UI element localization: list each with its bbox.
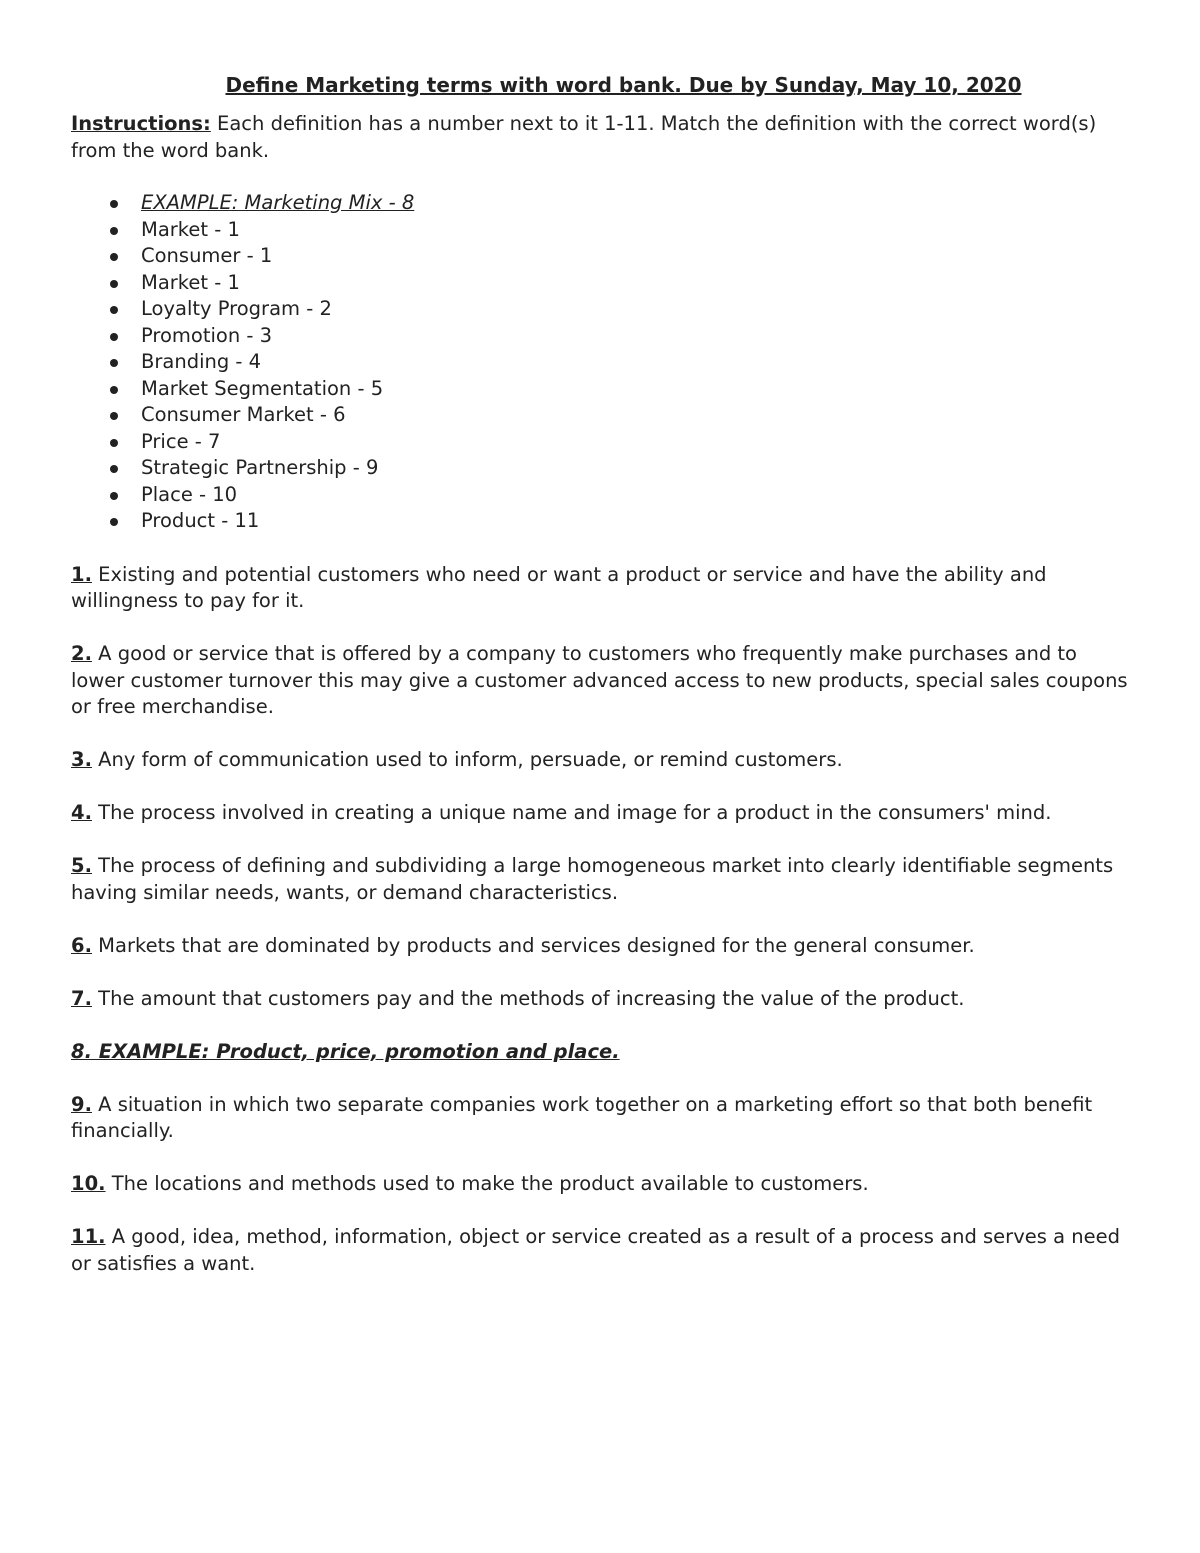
definition-11 — [71, 1224, 1136, 1277]
bullet-icon — [110, 465, 118, 473]
definition-number: 6. — [71, 933, 92, 957]
definition-number: 3. — [71, 748, 92, 771]
definition-text: Existing and potential customers who need or want a product or service and have the ability and willingness to pay for it. — [71, 562, 1047, 612]
definition-2 — [71, 641, 1136, 721]
word-bank-item — [71, 455, 1136, 482]
bullet-icon — [110, 518, 118, 526]
word-bank-item — [71, 270, 1136, 297]
document-page — [71, 70, 1136, 1304]
bullet-icon — [110, 227, 118, 235]
definition-8-example: 8. EXAMPLE: Product, price, promotion and place. — [71, 1039, 620, 1063]
definition-number: 10. — [71, 1172, 106, 1195]
word-bank-item — [71, 429, 1136, 456]
definition-4 — [71, 800, 1136, 827]
word-bank-item-text: Product - 11 — [141, 509, 260, 532]
definition-10 — [71, 1171, 1136, 1198]
word-bank-item — [71, 217, 1136, 244]
bullet-icon — [110, 280, 118, 288]
bullet-icon — [110, 492, 118, 500]
instructions-text: Each definition has a number next to it 1-11. Match the definition with the correct word(s) from the word bank. — [71, 112, 1097, 162]
bullet-icon — [110, 386, 118, 394]
definition-text: Markets that are dominated by products and services designed for the general consumer. — [91, 933, 975, 957]
definitions-list — [71, 562, 1136, 1278]
word-bank-item-text: Branding - 4 — [141, 350, 262, 373]
word-bank-item-text: Market - 1 — [141, 217, 240, 241]
word-bank-item-text: Place - 10 — [141, 482, 238, 506]
word-bank-item-text: Promotion - 3 — [141, 323, 273, 347]
underline-lead — [106, 190, 141, 217]
bullet-icon — [110, 439, 118, 447]
word-bank-example-item — [71, 190, 1136, 217]
document-title: Define Marketing terms with word bank. Due by Sunday, May 10, 2020 — [225, 73, 1022, 97]
definition-3 — [71, 747, 1136, 774]
definition-number: 2. — [71, 642, 92, 665]
definition-1 — [71, 562, 1136, 615]
definition-text: A situation in which two separate companies work together on a marketing effort so that both benefit financially. — [71, 1092, 1093, 1142]
word-bank-item-text: Consumer - 1 — [141, 244, 273, 267]
word-bank-item — [71, 482, 1136, 509]
word-bank-list — [71, 190, 1136, 535]
bullet-icon — [110, 412, 118, 420]
word-bank-item-text: Loyalty Program - 2 — [141, 297, 332, 320]
definition-5 — [71, 853, 1136, 906]
word-bank-item-text: Market - 1 — [141, 270, 240, 294]
definition-number: 11. — [71, 1225, 106, 1248]
definition-text: The process of defining and subdividing a large homogeneous market into clearly identifiable segments having similar needs, wants, or demand characteristics. — [71, 854, 1114, 904]
word-bank-item — [71, 508, 1136, 535]
bullet-icon — [110, 359, 118, 367]
definition-number: 9. — [71, 1092, 92, 1116]
word-bank-item — [71, 323, 1136, 350]
definition-number: 7. — [71, 986, 92, 1010]
word-bank-item — [71, 376, 1136, 403]
word-bank-item-text: Consumer Market - 6 — [141, 403, 346, 426]
word-bank-item — [71, 296, 1136, 323]
definition-text: A good, idea, method, information, object or service created as a result of a process and serves a need or satisfies a want. — [71, 1225, 1120, 1275]
word-bank-item — [71, 243, 1136, 270]
definition-number: 4. — [71, 801, 92, 824]
definition-text: A good or service that is offered by a company to customers who frequently make purchases and to lower customer turnover this may give a customer advanced access to new products, special sales coupons or free merchandise. — [71, 642, 1128, 718]
bullet-icon — [110, 333, 118, 341]
definition-text: The locations and methods used to make the product available to customers. — [105, 1172, 869, 1195]
word-bank-item-text: Strategic Partnership - 9 — [141, 456, 379, 479]
bullet-icon — [110, 253, 118, 261]
definition-9 — [71, 1092, 1136, 1145]
definition-number: 5. — [71, 854, 92, 877]
word-bank-item — [71, 402, 1136, 429]
word-bank-item-text: Price - 7 — [141, 429, 221, 453]
definition-number: 1. — [71, 562, 92, 586]
word-bank-item — [71, 349, 1136, 376]
definition-7 — [71, 986, 1136, 1013]
definition-text: Any form of communication used to inform, persuade, or remind customers. — [91, 748, 843, 771]
instructions-label: Instructions: — [71, 112, 211, 135]
definition-6 — [71, 933, 1136, 960]
definition-text: The amount that customers pay and the methods of increasing the value of the product. — [91, 986, 965, 1010]
word-bank-item-text: Market Segmentation - 5 — [141, 376, 384, 400]
definition-text: The process involved in creating a unique name and image for a product in the consumers' mind. — [91, 801, 1052, 824]
word-bank-example-text: EXAMPLE: Marketing Mix - 8 — [141, 191, 415, 214]
bullet-icon — [110, 306, 118, 314]
instructions — [71, 110, 1136, 164]
